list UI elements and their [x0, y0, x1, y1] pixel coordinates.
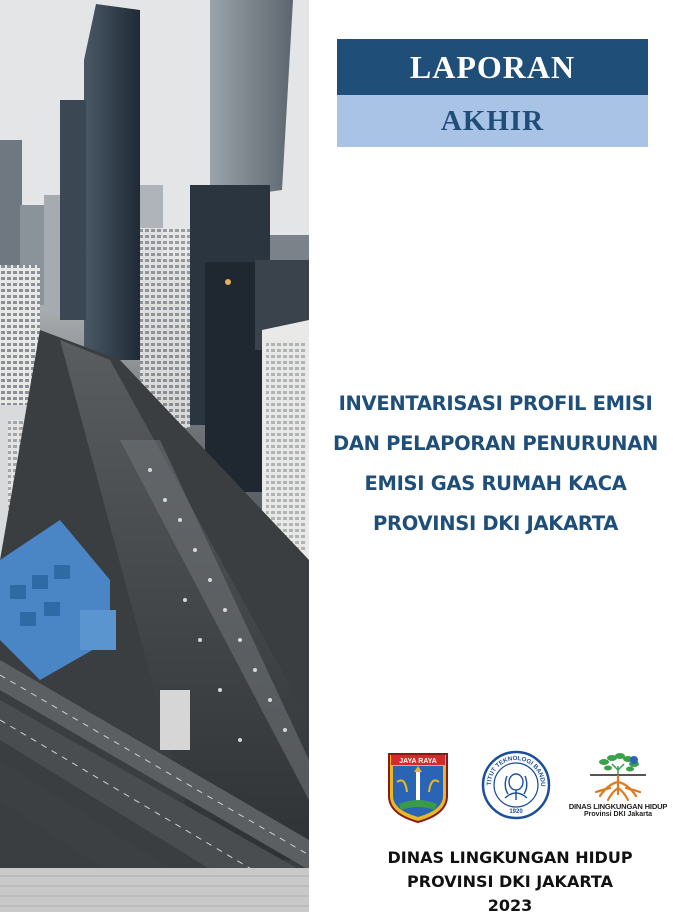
subject-line: INVENTARISASI PROFIL EMISI [338, 392, 653, 415]
subject-line: DAN PELAPORAN PENURUNAN [332, 432, 659, 455]
publication-year: 2023 [487, 896, 533, 912]
dlh-tree-logo-icon [568, 752, 668, 822]
subject-line: EMISI GAS RUMAH KACA [364, 472, 627, 495]
svg-text:1920: 1920 [509, 809, 523, 815]
dlh-logo-line1: DINAS LINGKUNGAN HIDUP [568, 802, 668, 811]
subject-line: PROVINSI DKI JAKARTA [372, 512, 619, 535]
svg-text:JAYA RAYA: JAYA RAYA [399, 758, 437, 765]
itb-seal-icon [481, 750, 551, 820]
publisher-block [350, 846, 670, 912]
publisher-name: DINAS LINGKUNGAN HIDUP [387, 848, 633, 867]
report-subject [318, 384, 673, 544]
publisher-province: PROVINSI DKI JAKARTA [407, 872, 613, 891]
title-laporan: LAPORAN [337, 39, 648, 95]
cityscape-illustration [0, 0, 309, 912]
dlh-logo-line2: Provinsi DKI Jakarta [583, 811, 653, 818]
cityscape-photo [0, 0, 309, 912]
jaya-raya-emblem-icon [387, 752, 449, 824]
title-akhir: AKHIR [337, 95, 648, 147]
svg-text:INSTITUT TEKNOLOGI BANDUNG: TITUT TEKNOLOGI BANDU [485, 754, 547, 787]
